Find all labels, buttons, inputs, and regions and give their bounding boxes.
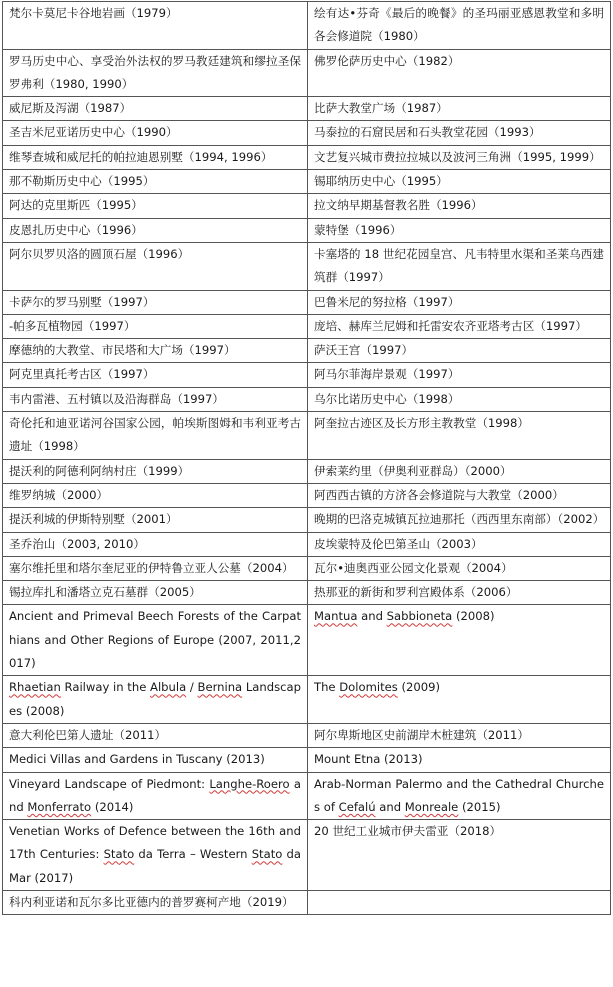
table-row <box>3 121 611 145</box>
table-row <box>3 194 611 218</box>
table-row <box>3 387 611 411</box>
site-cell-right: 乌尔比诺历史中心（1998） <box>308 387 611 411</box>
site-cell-right: 佛罗伦萨历史中心（1982） <box>308 49 611 97</box>
table-row <box>3 890 611 914</box>
site-cell-left: 圣吉米尼亚诺历史中心（1990） <box>3 121 308 145</box>
site-cell-left: 梵尔卡莫尼卡谷地岩画（1979） <box>3 2 308 50</box>
site-cell-left: 罗马历史中心、享受治外法权的罗马教廷建筑和缪拉圣保罗弗利（1980, 1990） <box>3 49 308 97</box>
site-cell-right: 阿尔卑斯地区史前湖岸木桩建筑（2011） <box>308 723 611 747</box>
site-cell-right: 比萨大教堂广场（1987） <box>308 97 611 121</box>
site-cell-right: Mount Etna (2013) <box>308 748 611 772</box>
site-cell-left: 摩德纳的大教堂、市民塔和大广场（1997） <box>3 339 308 363</box>
table-row <box>3 772 611 820</box>
table-row <box>3 508 611 532</box>
site-cell-right: 阿西西古镇的方济各会修道院与大教堂（2000） <box>308 483 611 507</box>
table-row <box>3 290 611 314</box>
site-cell-left: Vineyard Landscape of Piedmont: Langhe-Roero and Monferrato (2014) <box>3 772 308 820</box>
site-cell-left: Medici Villas and Gardens in Tuscany (2013) <box>3 748 308 772</box>
site-cell-right: 20 世纪工业城市伊夫雷亚（2018） <box>308 820 611 891</box>
table-row <box>3 676 611 724</box>
site-cell-right: 热那亚的新街和罗利宫殿体系（2006） <box>308 581 611 605</box>
site-cell-left: 维罗纳城（2000） <box>3 483 308 507</box>
table-row <box>3 314 611 338</box>
site-cell-left: 锡拉库扎和潘塔立克石墓群（2005） <box>3 581 308 605</box>
site-cell-right: 萨沃王宫（1997） <box>308 339 611 363</box>
site-cell-left: -帕多瓦植物园（1997） <box>3 314 308 338</box>
site-cell-left: 阿克里真托考古区（1997） <box>3 363 308 387</box>
site-cell-left: 提沃利的阿德利阿纳村庄（1999） <box>3 459 308 483</box>
site-cell-right: 巴鲁米尼的努拉格（1997） <box>308 290 611 314</box>
site-cell-left: Ancient and Primeval Beech Forests of the Carpathians and Other Regions of Europe (2007, 2011,2017) <box>3 605 308 676</box>
site-cell-right: 阿奎拉古迹区及长方形主教教堂（1998） <box>308 412 611 460</box>
site-cell-left: 奇伦托和迪亚诺河谷国家公园，帕埃斯图姆和韦利亚考古遗址（1998） <box>3 412 308 460</box>
table-body <box>3 2 611 915</box>
site-cell-right: Arab-Norman Palermo and the Cathedral Churches of Cefalú and Monreale (2015) <box>308 772 611 820</box>
site-cell-right: 拉文纳早期基督教名胜（1996） <box>308 194 611 218</box>
table-row <box>3 532 611 556</box>
site-cell-left: 威尼斯及泻湖（1987） <box>3 97 308 121</box>
site-cell-left: 那不勒斯历史中心（1995） <box>3 170 308 194</box>
site-cell-left: 阿达的克里斯匹（1995） <box>3 194 308 218</box>
table-row <box>3 723 611 747</box>
site-cell-right: Mantua and Sabbioneta (2008) <box>308 605 611 676</box>
table-row <box>3 145 611 169</box>
site-cell-left: 意大利伦巴第人遗址（2011） <box>3 723 308 747</box>
site-cell-right: The Dolomites (2009) <box>308 676 611 724</box>
table-row <box>3 49 611 97</box>
table-row <box>3 339 611 363</box>
site-cell-left: 阿尔贝罗贝洛的圆顶石屋（1996） <box>3 242 308 290</box>
site-cell-right: 庞培、赫库兰尼姆和托雷安农齐亚塔考古区（1997） <box>308 314 611 338</box>
site-cell-left: 塞尔维托里和塔尔奎尼亚的伊特鲁立亚人公墓（2004） <box>3 556 308 580</box>
site-cell-right: 伊索莱约里（伊奥利亚群岛）（2000） <box>308 459 611 483</box>
document-page <box>2 1 610 915</box>
table-row <box>3 748 611 772</box>
site-cell-left: 韦内雷港、五村镇以及沿海群岛（1997） <box>3 387 308 411</box>
table-row <box>3 170 611 194</box>
table-row <box>3 412 611 460</box>
site-cell-left: 卡萨尔的罗马别墅（1997） <box>3 290 308 314</box>
site-cell-right: 瓦尔•迪奥西亚公园文化景观（2004） <box>308 556 611 580</box>
table-row <box>3 483 611 507</box>
table-row <box>3 459 611 483</box>
site-cell-right: 晚期的巴洛克城镇瓦拉迪那托（西西里东南部）（2002） <box>308 508 611 532</box>
heritage-sites-table <box>2 1 611 915</box>
site-cell-right: 马泰拉的石窟民居和石头教堂花园（1993） <box>308 121 611 145</box>
site-cell-right: 阿马尔菲海岸景观（1997） <box>308 363 611 387</box>
table-row <box>3 242 611 290</box>
table-row <box>3 556 611 580</box>
site-cell-right: 卡塞塔的 18 世纪花园皇宫、凡韦特里水渠和圣莱乌西建筑群（1997） <box>308 242 611 290</box>
site-cell-left: 科内利亚诺和瓦尔多比亚德内的普罗赛柯产地（2019） <box>3 890 308 914</box>
site-cell-right: 绘有达•芬奇《最后的晚餐》的圣玛丽亚感恩教堂和多明各会修道院（1980） <box>308 2 611 50</box>
table-row <box>3 581 611 605</box>
site-cell-left: Venetian Works of Defence between the 16th and 17th Centuries: Stato da Terra – Western Stato da Mar (2017) <box>3 820 308 891</box>
site-cell-left: 维琴查城和威尼托的帕拉迪恩别墅（1994, 1996） <box>3 145 308 169</box>
table-row <box>3 2 611 50</box>
table-row <box>3 605 611 676</box>
table-row <box>3 218 611 242</box>
site-cell-right <box>308 890 611 914</box>
site-cell-left: 皮恩扎历史中心（1996） <box>3 218 308 242</box>
site-cell-left: 圣乔治山（2003, 2010） <box>3 532 308 556</box>
site-cell-left: 提沃利城的伊斯特别墅（2001） <box>3 508 308 532</box>
site-cell-left: Rhaetian Railway in the Albula / Bernina Landscapes (2008) <box>3 676 308 724</box>
table-row <box>3 97 611 121</box>
site-cell-right: 锡耶纳历史中心（1995） <box>308 170 611 194</box>
table-row <box>3 820 611 891</box>
site-cell-right: 皮埃蒙特及伦巴第圣山（2003） <box>308 532 611 556</box>
site-cell-right: 蒙特堡（1996） <box>308 218 611 242</box>
site-cell-right: 文艺复兴城市费拉拉城以及波河三角洲（1995, 1999） <box>308 145 611 169</box>
table-row <box>3 363 611 387</box>
